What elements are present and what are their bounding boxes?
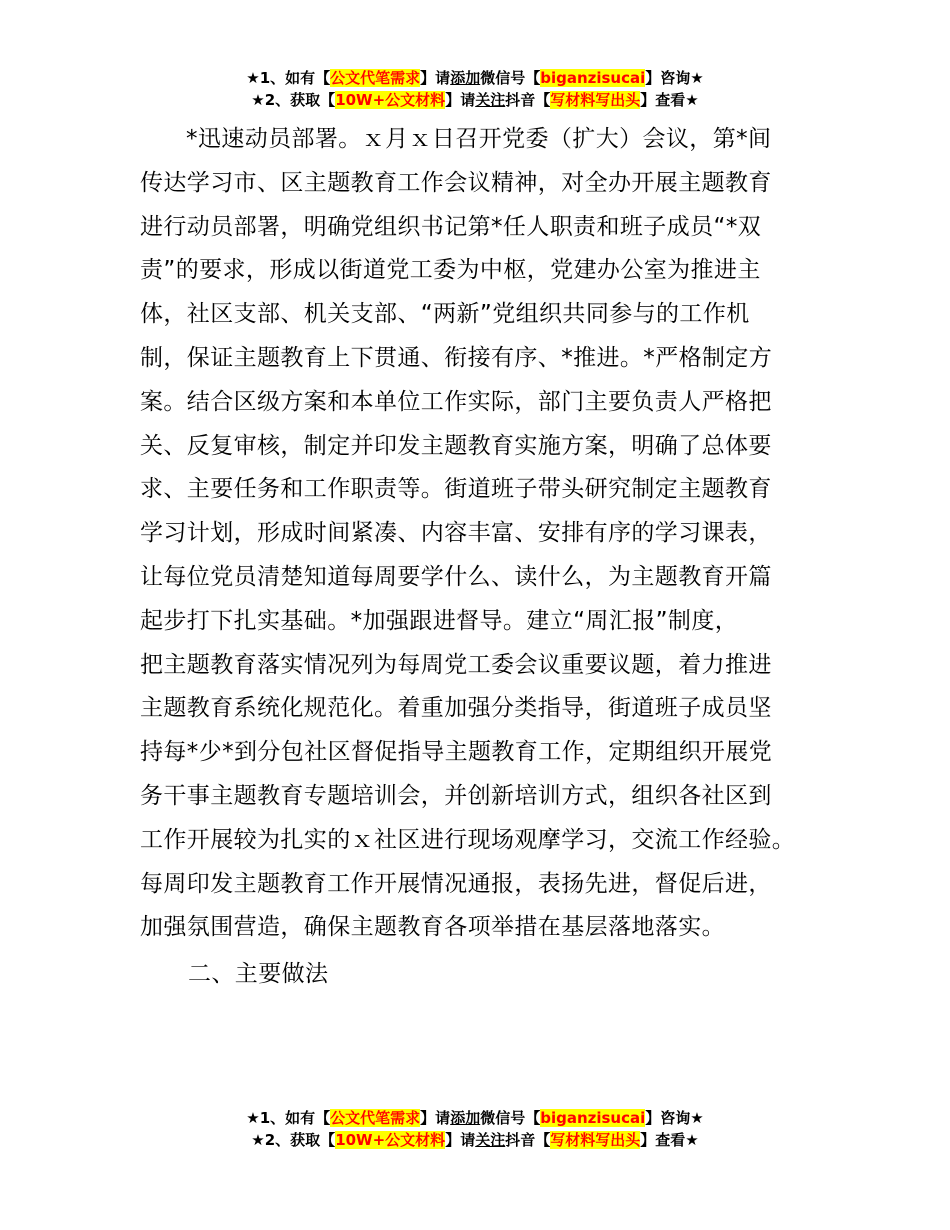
- banner-highlight-wechat-id: biganzisucai: [540, 1109, 646, 1127]
- paragraph-line: 工作开展较为扎实的ｘ社区进行现场观摩学习，交流工作经验。: [140, 826, 796, 853]
- banner-text: ★2、获取【: [251, 91, 336, 109]
- banner-text: 】请: [445, 1131, 476, 1149]
- footer-banner: [0, 1107, 950, 1151]
- banner-highlight-douyin-id: 写材料写出头: [550, 1131, 641, 1149]
- banner-text: ★2、获取【: [251, 1131, 336, 1149]
- banner-text: 】咨询★: [645, 69, 704, 87]
- banner-highlight-materials: 10W+公文材料: [335, 1131, 446, 1149]
- banner-emphasis: 添加: [450, 69, 481, 87]
- paragraph-line: 传达学习市、区主题教育工作会议精神，对全办开展主题教育: [140, 169, 772, 196]
- paragraph-line: 把主题教育落实情况列为每周党工委会议重要议题，着力推进: [140, 651, 772, 678]
- banner-line-1: [0, 1107, 950, 1129]
- paragraph-line: 案。结合区级方案和本单位工作实际，部门主要负责人严格把: [140, 388, 772, 415]
- banner-text: 抖音【: [505, 91, 551, 109]
- paragraph-line: 主题教育系统化规范化。着重加强分类指导，街道班子成员坚: [140, 695, 772, 722]
- banner-emphasis: 关注: [475, 91, 506, 109]
- banner-line-2: [0, 1129, 950, 1151]
- banner-text: 】咨询★: [645, 1109, 704, 1127]
- paragraph-line: *迅速动员部署。ｘ月ｘ日召开党委（扩大）会议，第*间: [186, 126, 772, 152]
- banner-highlight-wechat-id: biganzisucai: [540, 69, 646, 87]
- banner-highlight-materials: 10W+公文材料: [335, 91, 446, 109]
- banner-text: 】请: [420, 1109, 451, 1127]
- banner-text: 】请: [420, 69, 451, 87]
- banner-highlight-service: 公文代笔需求: [330, 69, 421, 87]
- banner-text: 】查看★: [640, 91, 699, 109]
- paragraph-line: 每周印发主题教育工作开展情况通报，表扬先进，督促后进，: [140, 870, 772, 897]
- banner-text: 抖音【: [505, 1131, 551, 1149]
- paragraph-line: 务干事主题教育专题培训会，并创新培训方式，组织各社区到: [140, 782, 772, 809]
- paragraph-line: 求、主要任务和工作职责等。街道班子带头研究制定主题教育: [140, 476, 772, 503]
- banner-line-1: [0, 67, 950, 89]
- paragraph-line: 学习计划，形成时间紧凑、内容丰富、安排有序的学习课表，: [140, 520, 772, 547]
- banner-highlight-service: 公文代笔需求: [330, 1109, 421, 1127]
- banner-text: ★1、如有【: [246, 69, 331, 87]
- banner-text: 】请: [445, 91, 476, 109]
- paragraph-line: 起步打下扎实基础。*加强跟进督导。建立“周汇报”制度，: [140, 607, 739, 634]
- header-banner: [0, 67, 950, 111]
- paragraph-line: 持每*少*到分包社区督促指导主题教育工作，定期组织开展党: [140, 739, 773, 766]
- paragraph-line: 让每位党员清楚知道每周要学什么、读什么，为主题教育开篇: [140, 563, 772, 590]
- banner-highlight-douyin-id: 写材料写出头: [550, 91, 641, 109]
- banner-emphasis: 关注: [475, 1131, 506, 1149]
- banner-text: 微信号【: [480, 1109, 541, 1127]
- banner-text: 微信号【: [480, 69, 541, 87]
- paragraph-line: 制，保证主题教育上下贯通、衔接有序、*推进。*严格制定方: [140, 344, 773, 371]
- paragraph-line: 关、反复审核，制定并印发主题教育实施方案，明确了总体要: [140, 432, 772, 459]
- section-heading: 二、主要做法: [188, 961, 329, 987]
- paragraph-line: 责”的要求，形成以街道党工委为中枢，党建办公室为推进主: [140, 257, 761, 284]
- paragraph-line: 进行动员部署，明确党组织书记第*任人职责和班子成员“*双: [140, 213, 762, 240]
- document-paragraph: [140, 118, 840, 950]
- banner-text: 】查看★: [640, 1131, 699, 1149]
- paragraph-line: 体，社区支部、机关支部、“两新”党组织共同参与的工作机: [140, 301, 750, 328]
- paragraph-line: 加强氛围营造，确保主题教育各项举措在基层落地落实。: [140, 914, 725, 941]
- banner-text: ★1、如有【: [246, 1109, 331, 1127]
- banner-line-2: [0, 89, 950, 111]
- banner-emphasis: 添加: [450, 1109, 481, 1127]
